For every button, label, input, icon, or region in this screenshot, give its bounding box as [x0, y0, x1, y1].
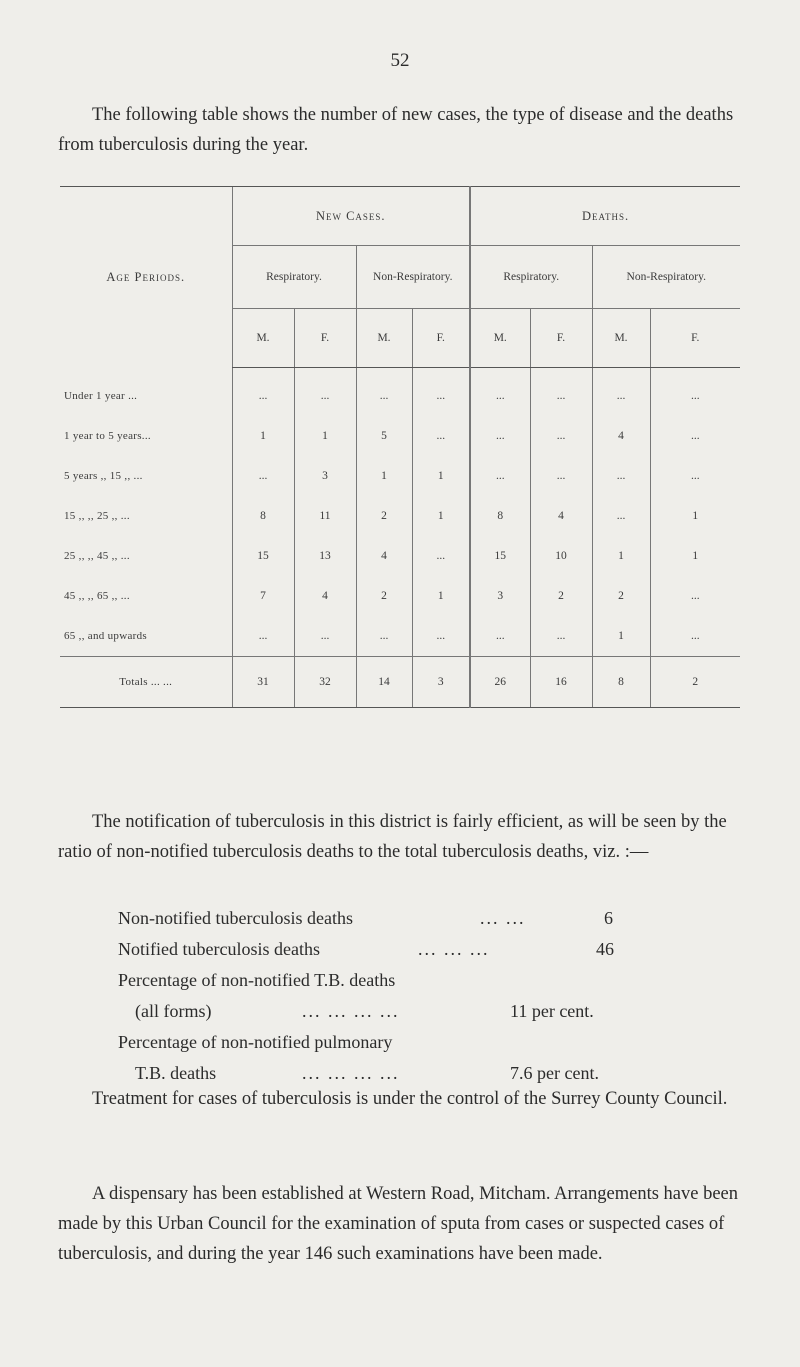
age-label: 65 ,, and upwards: [64, 630, 148, 642]
col-m: M.: [356, 309, 412, 368]
table-row: [60, 368, 740, 417]
total-cell: 2: [650, 657, 740, 708]
table-cell: 5: [356, 416, 412, 456]
col-f: F.: [530, 309, 592, 368]
table-cell: 1: [592, 536, 650, 576]
table-cell: ...: [412, 536, 470, 576]
table-cell: ...: [294, 368, 356, 417]
table-cell: ...: [470, 368, 530, 417]
col-f: F.: [294, 309, 356, 368]
col-m: M.: [232, 309, 294, 368]
table-cell: ...: [470, 616, 530, 657]
stat-label: Percentage of non-notified T.B. deaths: [118, 970, 396, 990]
totals-row: [60, 657, 740, 708]
table-cell: ...: [232, 616, 294, 657]
new-resp-header: Respiratory.: [232, 246, 356, 309]
table-cell: ...: [650, 616, 740, 657]
treatment-paragraph: Treatment for cases of tuberculosis is under the control of the Surrey County Council.: [92, 1089, 728, 1109]
table-cell: 2: [592, 576, 650, 616]
tuberculosis-table: [60, 186, 740, 708]
table-cell: ...: [592, 456, 650, 496]
table-cell: 8: [470, 496, 530, 536]
table-row: [60, 576, 740, 616]
leader-dots: ... ... ...: [418, 939, 490, 959]
table-cell: ...: [530, 456, 592, 496]
total-cell: 32: [294, 657, 356, 708]
col-f: F.: [650, 309, 740, 368]
table-cell: 4: [294, 576, 356, 616]
stat-row: [118, 903, 678, 934]
col-f: F.: [412, 309, 470, 368]
table-cell: 15: [232, 536, 294, 576]
table-cell: ...: [232, 456, 294, 496]
table-cell: ...: [294, 616, 356, 657]
table-cell: 11: [294, 496, 356, 536]
col-m: M.: [592, 309, 650, 368]
age-label: 45 ,, ,, 65 ,, ...: [64, 590, 130, 602]
table-cell: ...: [650, 456, 740, 496]
table-cell: 4: [356, 536, 412, 576]
table-cell: ...: [412, 368, 470, 417]
stat-value: 6: [604, 908, 613, 928]
table-cell: ...: [650, 416, 740, 456]
stat-label: T.B. deaths: [135, 1063, 217, 1083]
age-label: 1 year to 5 years...: [64, 430, 151, 442]
table-cell: 2: [356, 576, 412, 616]
deaths-resp-header: Respiratory.: [470, 246, 592, 309]
table-cell: 10: [530, 536, 592, 576]
table-cell: ...: [592, 496, 650, 536]
deaths-header: Deaths.: [470, 187, 740, 246]
stat-label: Notified tuberculosis deaths: [118, 939, 320, 959]
table-cell: 1: [412, 576, 470, 616]
total-cell: 3: [412, 657, 470, 708]
table-cell: ...: [470, 416, 530, 456]
table-row: [60, 536, 740, 576]
col-m: M.: [470, 309, 530, 368]
table-cell: 1: [412, 456, 470, 496]
leader-dots: ... ...: [480, 908, 526, 928]
table-cell: ...: [356, 616, 412, 657]
age-label: 25 ,, ,, 45 ,, ...: [64, 550, 130, 562]
table-cell: 1: [294, 416, 356, 456]
table-cell: 2: [530, 576, 592, 616]
stat-label: (all forms): [135, 1001, 212, 1021]
table-cell: 2: [356, 496, 412, 536]
table-cell: ...: [650, 368, 740, 417]
table-cell: ...: [650, 576, 740, 616]
table-cell: 1: [650, 536, 740, 576]
age-label: 5 years ,, 15 ,, ...: [64, 470, 143, 482]
table-cell: ...: [232, 368, 294, 417]
notification-paragraph: The notification of tuberculosis in this district is fairly efficient, as will be seen by the ratio of non-notified tuberculosis deaths to the total tuberculosis deaths, viz. :—: [58, 812, 727, 862]
table-row: [60, 616, 740, 657]
table-cell: ...: [530, 368, 592, 417]
table-cell: 1: [412, 496, 470, 536]
table-cell: 15: [470, 536, 530, 576]
leader-dots: ... ... ... ...: [302, 1063, 400, 1083]
table-cell: ...: [530, 416, 592, 456]
table-cell: ...: [412, 416, 470, 456]
total-cell: 31: [232, 657, 294, 708]
table-cell: 4: [530, 496, 592, 536]
stat-row: [118, 1027, 678, 1058]
new-cases-header: New Cases.: [232, 187, 470, 246]
leader-dots: ... ... ... ...: [302, 1001, 400, 1021]
table-cell: 1: [650, 496, 740, 536]
table-cell: ...: [412, 616, 470, 657]
table-cell: ...: [592, 368, 650, 417]
totals-label: Totals ... ...: [60, 657, 232, 708]
table-cell: 8: [232, 496, 294, 536]
total-cell: 16: [530, 657, 592, 708]
age-label: 15 ,, ,, 25 ,, ...: [64, 510, 130, 522]
stat-value: 11 per cent.: [510, 1001, 594, 1021]
deaths-nonresp-header: Non-Respiratory.: [592, 246, 740, 309]
stat-value: 7.6 per cent.: [510, 1063, 599, 1083]
age-periods-header: Age Periods.: [60, 187, 232, 368]
table-cell: 3: [294, 456, 356, 496]
total-cell: 14: [356, 657, 412, 708]
table-row: [60, 456, 740, 496]
table-row: [60, 496, 740, 536]
stat-value: 46: [596, 939, 614, 959]
stat-row: [118, 934, 678, 965]
page-number: 52: [390, 50, 410, 71]
total-cell: 26: [470, 657, 530, 708]
table-row: [60, 416, 740, 456]
stat-row: [118, 965, 678, 996]
stat-row: [118, 996, 678, 1027]
total-cell: 8: [592, 657, 650, 708]
table-cell: 1: [592, 616, 650, 657]
intro-paragraph: The following table shows the number of new cases, the type of disease and the deaths from tuberculosis during the year.: [58, 105, 734, 155]
table-cell: ...: [470, 456, 530, 496]
new-nonresp-header: Non-Respiratory.: [356, 246, 470, 309]
stat-label: Non-notified tuberculosis deaths: [118, 908, 353, 928]
table-cell: 4: [592, 416, 650, 456]
table-cell: 1: [232, 416, 294, 456]
table-cell: 3: [470, 576, 530, 616]
notification-statistics: [118, 903, 678, 1089]
stat-label: Percentage of non-notified pulmonary: [118, 1032, 393, 1052]
table-cell: 13: [294, 536, 356, 576]
table-cell: ...: [530, 616, 592, 657]
table-cell: ...: [356, 368, 412, 417]
age-label: Under 1 year ...: [64, 389, 138, 402]
table-cell: 1: [356, 456, 412, 496]
table-cell: 7: [232, 576, 294, 616]
dispensary-paragraph: A dispensary has been established at Western Road, Mitcham. Arrangements have been made by this Urban Council for the examination of sputa from cases or suspected cases of tuberculosis, and during the year 146 such examinations have been made.: [58, 1184, 739, 1264]
